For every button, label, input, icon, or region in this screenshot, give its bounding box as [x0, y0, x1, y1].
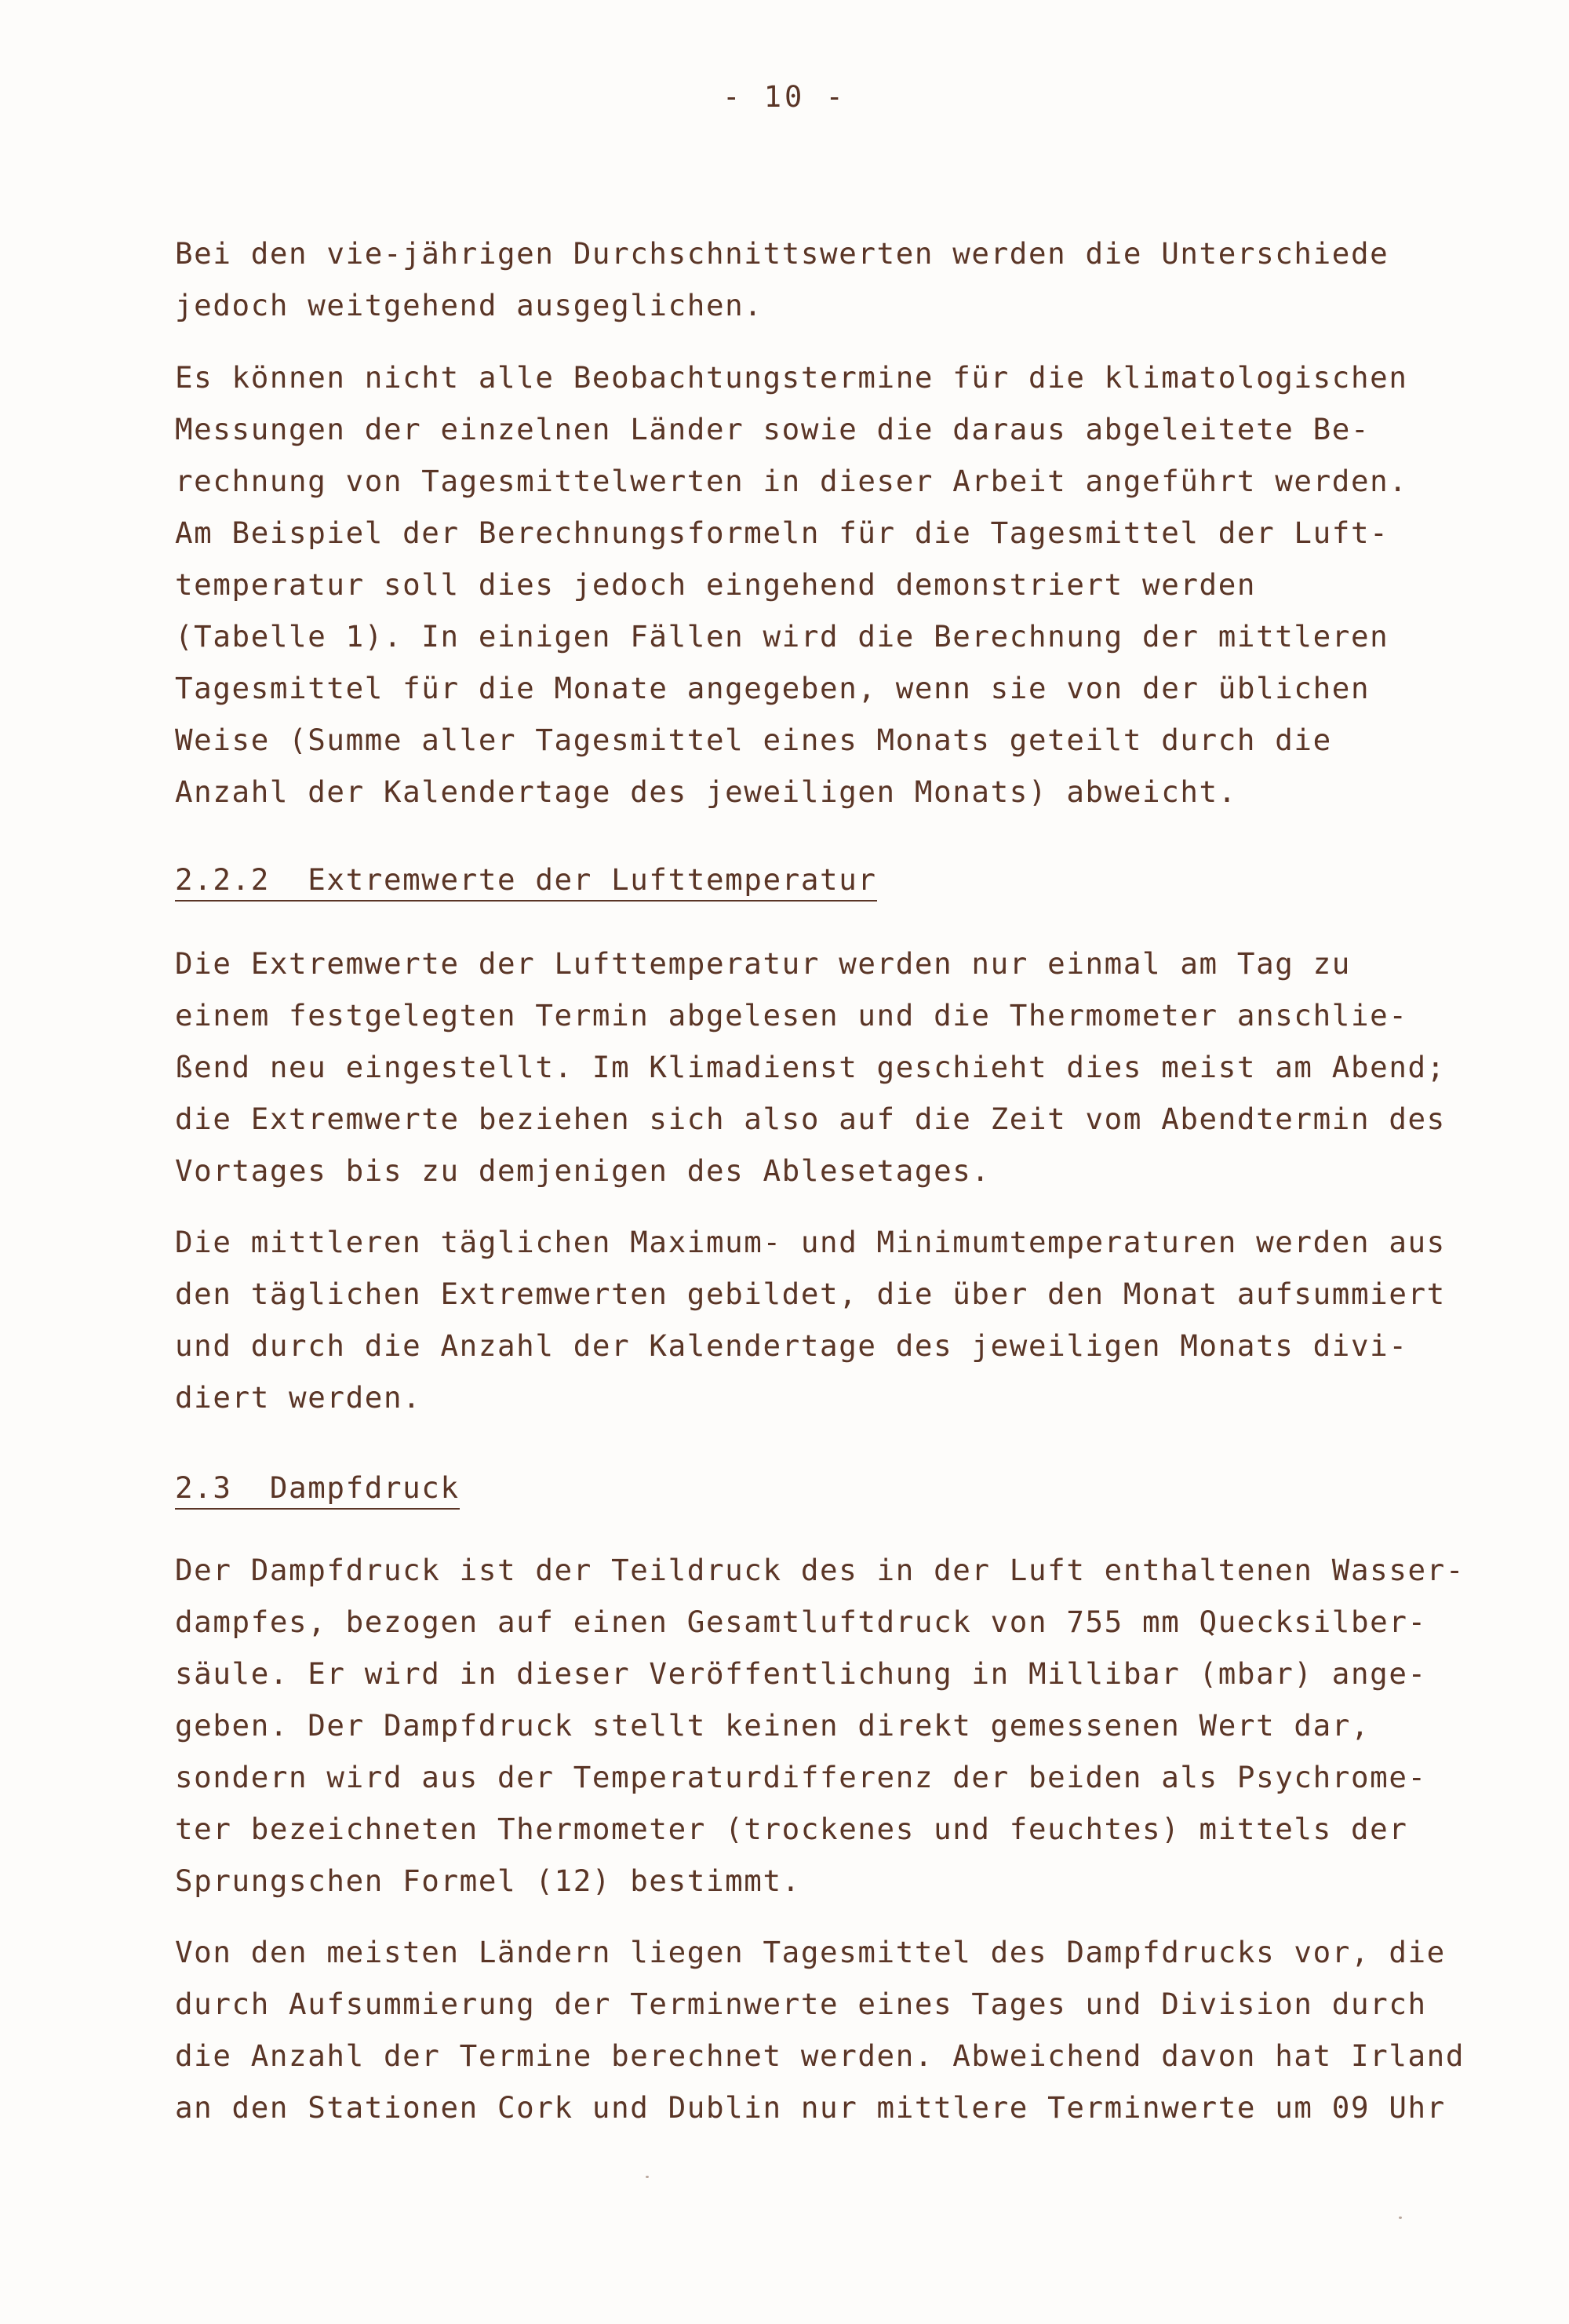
text-line: Tagesmittel für die Monate angegeben, wenn sie von der üblichen: [175, 671, 1371, 705]
text-line: ßend neu eingestellt. Im Klimadienst geschieht dies meist am Abend;: [175, 1050, 1446, 1084]
text-line: (Tabelle 1). In einigen Fällen wird die Berechnung der mittleren: [175, 619, 1389, 654]
text-line: Messungen der einzelnen Länder sowie die daraus abgeleitete Be-: [175, 412, 1371, 446]
text-line: Sprungschen Formel (12) bestimmt.: [175, 1863, 801, 1898]
text-line: ter bezeichneten Thermometer (trockenes und feuchtes) mittels der: [175, 1812, 1408, 1846]
text-line: die Anzahl der Termine berechnet werden. Abweichend davon hat Irland: [175, 2038, 1465, 2073]
paper-speck: [1399, 2217, 1402, 2219]
text-line: geben. Der Dampfdruck stellt keinen direkt gemessenen Wert dar,: [175, 1708, 1371, 1743]
text-line: den täglichen Extremwerten gebildet, die über den Monat aufsummiert: [175, 1277, 1446, 1311]
page-number: - 10 -: [723, 80, 846, 114]
text-line: Von den meisten Ländern liegen Tagesmittel des Dampfdrucks vor, die: [175, 1935, 1446, 1969]
paper-speck: [646, 2176, 649, 2178]
section-heading-extremwerte: 2.2.2 Extremwerte der Lufttemperatur: [175, 859, 877, 902]
text-line: und durch die Anzahl der Kalendertage des jeweiligen Monats divi-: [175, 1328, 1408, 1363]
text-line: Am Beispiel der Berechnungsformeln für die Tagesmittel der Luft-: [175, 515, 1389, 550]
paragraph-mittlere-extremwerte: [175, 1216, 1485, 1423]
text-line: Vortages bis zu demjenigen des Ablesetages.: [175, 1153, 991, 1188]
text-line: Die Extremwerte der Lufttemperatur werden nur einmal am Tag zu: [175, 946, 1351, 981]
text-line: die Extremwerte beziehen sich also auf die Zeit vom Abendtermin des: [175, 1102, 1446, 1136]
section-heading-dampfdruck: 2.3 Dampfdruck: [175, 1467, 460, 1510]
text-line: Anzahl der Kalendertage des jeweiligen Monats) abweicht.: [175, 774, 1237, 809]
text-line: an den Stationen Cork und Dublin nur mittlere Terminwerte um 09 Uhr: [175, 2090, 1446, 2125]
text-line: diert werden.: [175, 1380, 422, 1415]
text-line: Es können nicht alle Beobachtungstermine für die klimatologischen: [175, 360, 1408, 395]
text-line: Der Dampfdruck ist der Teildruck des in der Luft enthaltenen Wasser-: [175, 1553, 1465, 1587]
text-line: sondern wird aus der Temperaturdifferenz der beiden als Psychrome-: [175, 1760, 1427, 1794]
text-line: einem festgelegten Termin abgelesen und die Thermometer anschlie-: [175, 998, 1408, 1033]
text-line: jedoch weitgehend ausgeglichen.: [175, 288, 763, 322]
text-line: Bei den vie‐jährigen Durchschnittswerten werden die Unterschiede: [175, 236, 1389, 271]
text-line: temperatur soll dies jedoch eingehend demonstriert werden: [175, 567, 1257, 602]
paragraph-dampfdruck: [175, 1544, 1485, 1907]
paragraph-extremwerte: [175, 938, 1485, 1197]
text-line: Weise (Summe aller Tagesmittel eines Monats geteilt durch die: [175, 723, 1332, 757]
text-line: Die mittleren täglichen Maximum- und Minimumtemperaturen werden aus: [175, 1225, 1446, 1259]
paragraph-tagesmittel-dampfdruck: [175, 1926, 1485, 2133]
paragraph-intro: [175, 228, 1485, 331]
text-line: dampfes, bezogen auf einen Gesamtluftdruck von 755 mm Quecksilber-: [175, 1605, 1427, 1639]
text-line: rechnung von Tagesmittelwerten in dieser Arbeit angeführt werden.: [175, 464, 1408, 498]
text-line: durch Aufsummierung der Terminwerte eines Tages und Division durch: [175, 1987, 1427, 2021]
text-line: säule. Er wird in dieser Veröffentlichung in Millibar (mbar) ange-: [175, 1656, 1427, 1691]
paragraph-observation-times: [175, 352, 1485, 818]
